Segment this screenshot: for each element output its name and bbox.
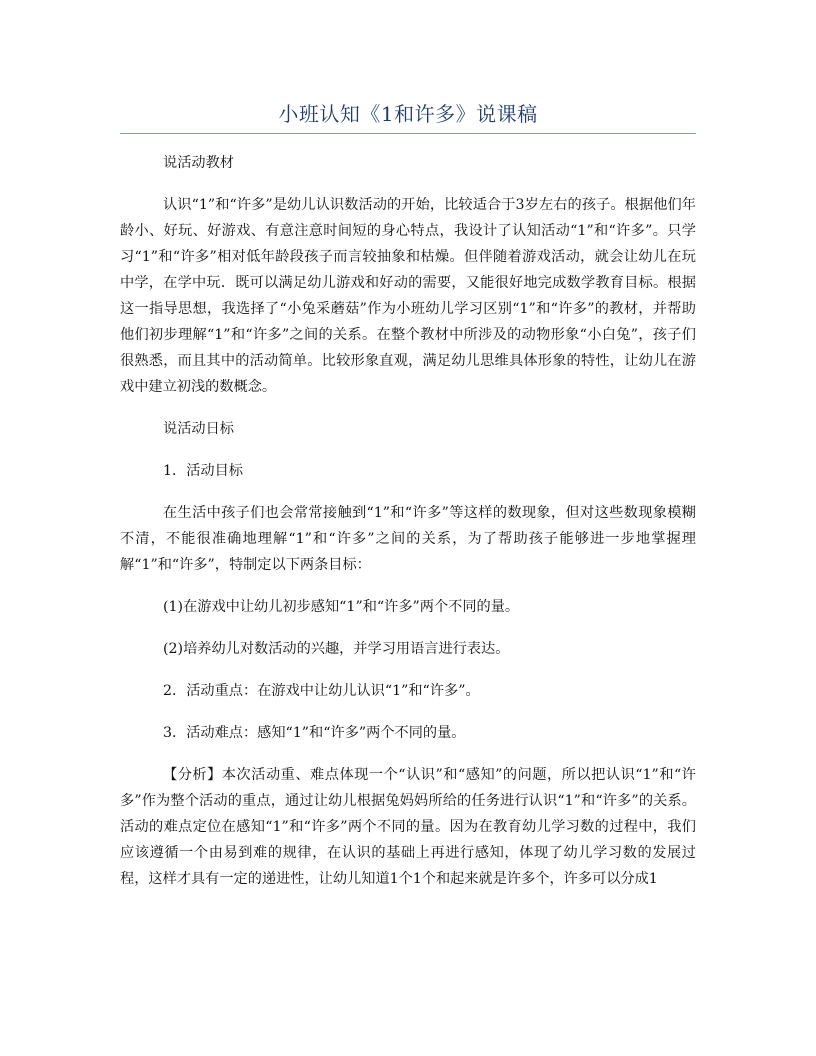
paragraph-materials: 认识“1”和“许多”是幼儿认识数活动的开始，比较适合于3岁左右的孩子。根据他们年龄小、好玩、好游戏、有意注意时间短的身心特点，我设计了认知活动“1”和“许多”。只学习“1”和“许多”相对低年龄段孩子而言较抽象和枯燥。但伴随着游戏活动，就会让幼儿在玩中学，在学中玩．既可以满足幼儿游戏和好动的需要，又能很好地完成数学教育目标。根据这一指导思想，我选择了“小兔采蘑菇”作为小班幼儿学习区别“1”和“许多”的教材，并帮助他们初步理解“1”和“许多”之间的关系。在整个教材中所涉及的动物形象“小白兔”，孩子们很熟悉，而且其中的活动简单。比较形象直观，满足幼儿思维具体形象的特性，让幼儿在游戏中建立初浅的数概念。 <box>120 197 696 395</box>
document-title: 小班认知《1和许多》说课稿 <box>278 102 538 126</box>
paragraph-goals-intro: 在生活中孩子们也会常常接触到“1”和“许多”等这样的数现象，但对这些数现象模糊不清，不能很准确地理解“1”和“许多”之间的关系，为了帮助孩子能够进一步地掌握理解“1”和“许多”，特制定以下两条目标： <box>120 505 696 573</box>
section-heading-goals: 说活动日标 <box>163 421 234 437</box>
section-heading-materials: 说活动教材 <box>163 155 234 171</box>
activity-difficulty: 3．活动难点：感知“1”和“许多”两个不同的量。 <box>163 725 466 741</box>
activity-key-point: 2．活动重点：在游戏中让幼儿认识“1”和“许多”。 <box>163 683 480 699</box>
subheading-activity-goals: 1．活动目标 <box>163 463 243 479</box>
title-divider <box>120 133 696 134</box>
goal-item-2: (2)培养幼儿对数活动的兴趣，并学习用语言进行表达。 <box>163 641 510 657</box>
paragraph-analysis: 【分析】本次活动重、难点体现一个“认识”和“感知”的问题，所以把认识“1”和“许多”作为整个活动的重点，通过让幼儿根据兔妈妈所给的任务进行认识“1”和“许多”的关系。活动的难点定位在感知“1”和“许多”两个不同的量。因为在教育幼儿学习数的过程中，我们应该遵循一个由易到难的规律，在认识的基础上再进行感知，体现了幼儿学习数的发展过程，这样才具有一定的递进性，让幼儿知道1个1个和起来就是许多个，许多可以分成1 <box>120 767 696 887</box>
goal-item-1: (1)在游戏中让幼儿初步感知“1”和“许多”两个不同的量。 <box>163 599 520 615</box>
document-body <box>120 150 696 908</box>
